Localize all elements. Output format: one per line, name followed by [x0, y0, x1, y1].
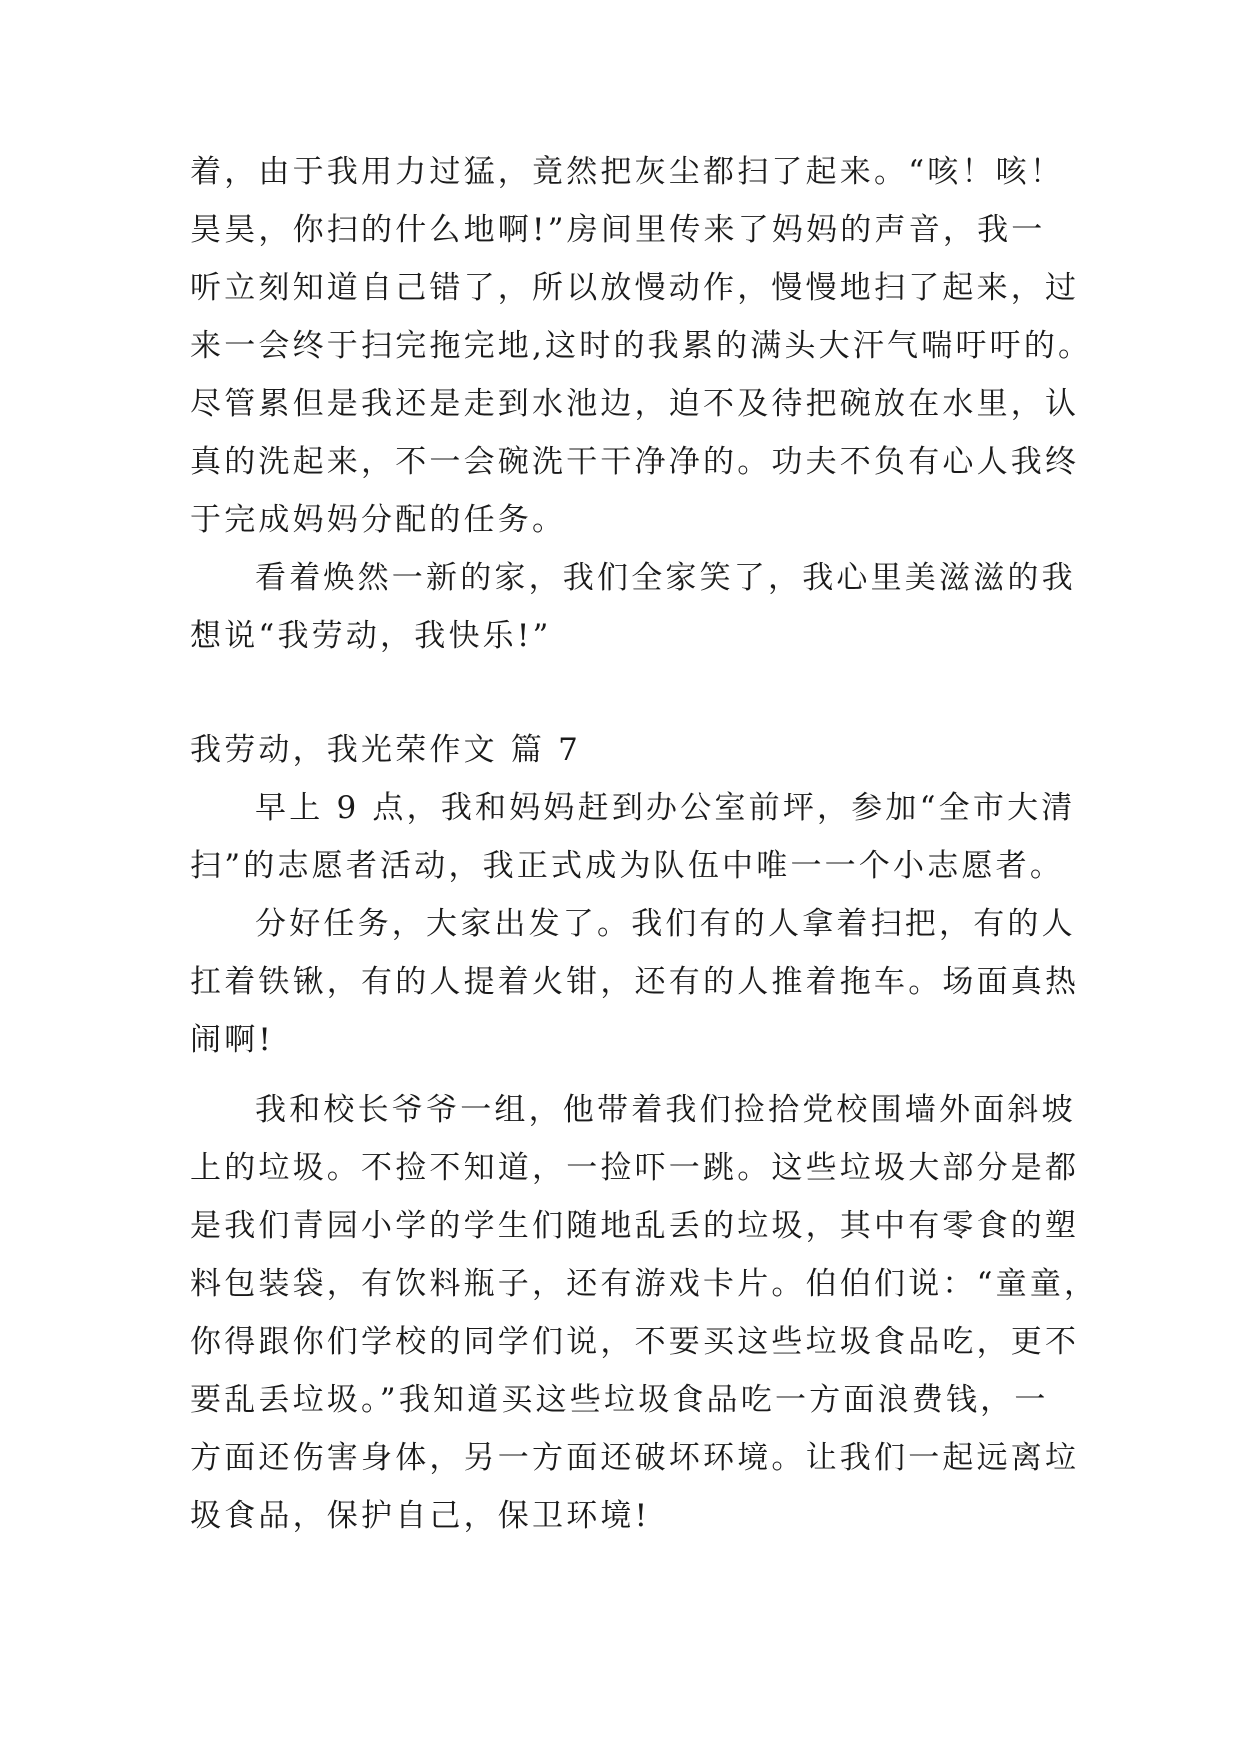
text-line: 要乱丢垃圾。”我知道买这些垃圾食品吃一方面浪费钱，一 [190, 1382, 1049, 1418]
text-line: 分好任务，大家出发了。我们有的人拿着扫把，有的人 [255, 906, 1076, 942]
text-line: 昊昊，你扫的什么地啊!”房间里传来了妈妈的声音，我一 [190, 212, 1046, 248]
text-line: 圾食品，保护自己，保卫环境! [190, 1498, 651, 1534]
text-line: 方面还伤害身体，另一方面还破坏环境。让我们一起远离垃 [190, 1440, 1080, 1476]
section-heading: 我劳动，我光荣作文 篇 7 [190, 732, 582, 768]
text-line: 扛着铁锹，有的人提着火钳，还有的人推着拖车。场面真热 [190, 964, 1080, 1000]
text-line: 料包装袋，有饮料瓶子，还有游戏卡片。伯伯们说：“童童， [190, 1266, 1099, 1302]
text-line: 真的洗起来，不一会碗洗干干净净的。功夫不负有心人我终 [190, 444, 1080, 480]
text-line: 上的垃圾。不捡不知道，一捡吓一跳。这些垃圾大部分是都 [190, 1150, 1080, 1186]
text-line: 尽管累但是我还是走到水池边，迫不及待把碗放在水里，认 [190, 386, 1080, 422]
text-line: 来一会终于扫完拖完地,这时的我累的满头大汗气喘吁吁的。 [190, 328, 1093, 364]
text-line: 着，由于我用力过猛，竟然把灰尘都扫了起来。“咳！咳！ [190, 154, 1065, 190]
text-line: 是我们青园小学的学生们随地乱丢的垃圾，其中有零食的塑 [190, 1208, 1080, 1244]
text-line: 你得跟你们学校的同学们说，不要买这些垃圾食品吃，更不 [190, 1324, 1080, 1360]
text-line: 我和校长爷爷一组，他带着我们捡拾党校围墙外面斜坡 [255, 1092, 1076, 1128]
text-line: 扫”的志愿者活动，我正式成为队伍中唯一一个小志愿者。 [190, 848, 1065, 884]
text-line: 闹啊! [190, 1022, 275, 1058]
text-line: 看着焕然一新的家，我们全家笑了，我心里美滋滋的我 [255, 560, 1076, 596]
text-line: 早上 9 点，我和妈妈赶到办公室前坪，参加“全市大清 [255, 790, 1076, 826]
text-line: 于完成妈妈分配的任务。 [190, 502, 567, 538]
text-line: 想说“我劳动，我快乐!” [190, 618, 552, 654]
text-line: 听立刻知道自己错了，所以放慢动作，慢慢地扫了起来，过 [190, 270, 1080, 306]
